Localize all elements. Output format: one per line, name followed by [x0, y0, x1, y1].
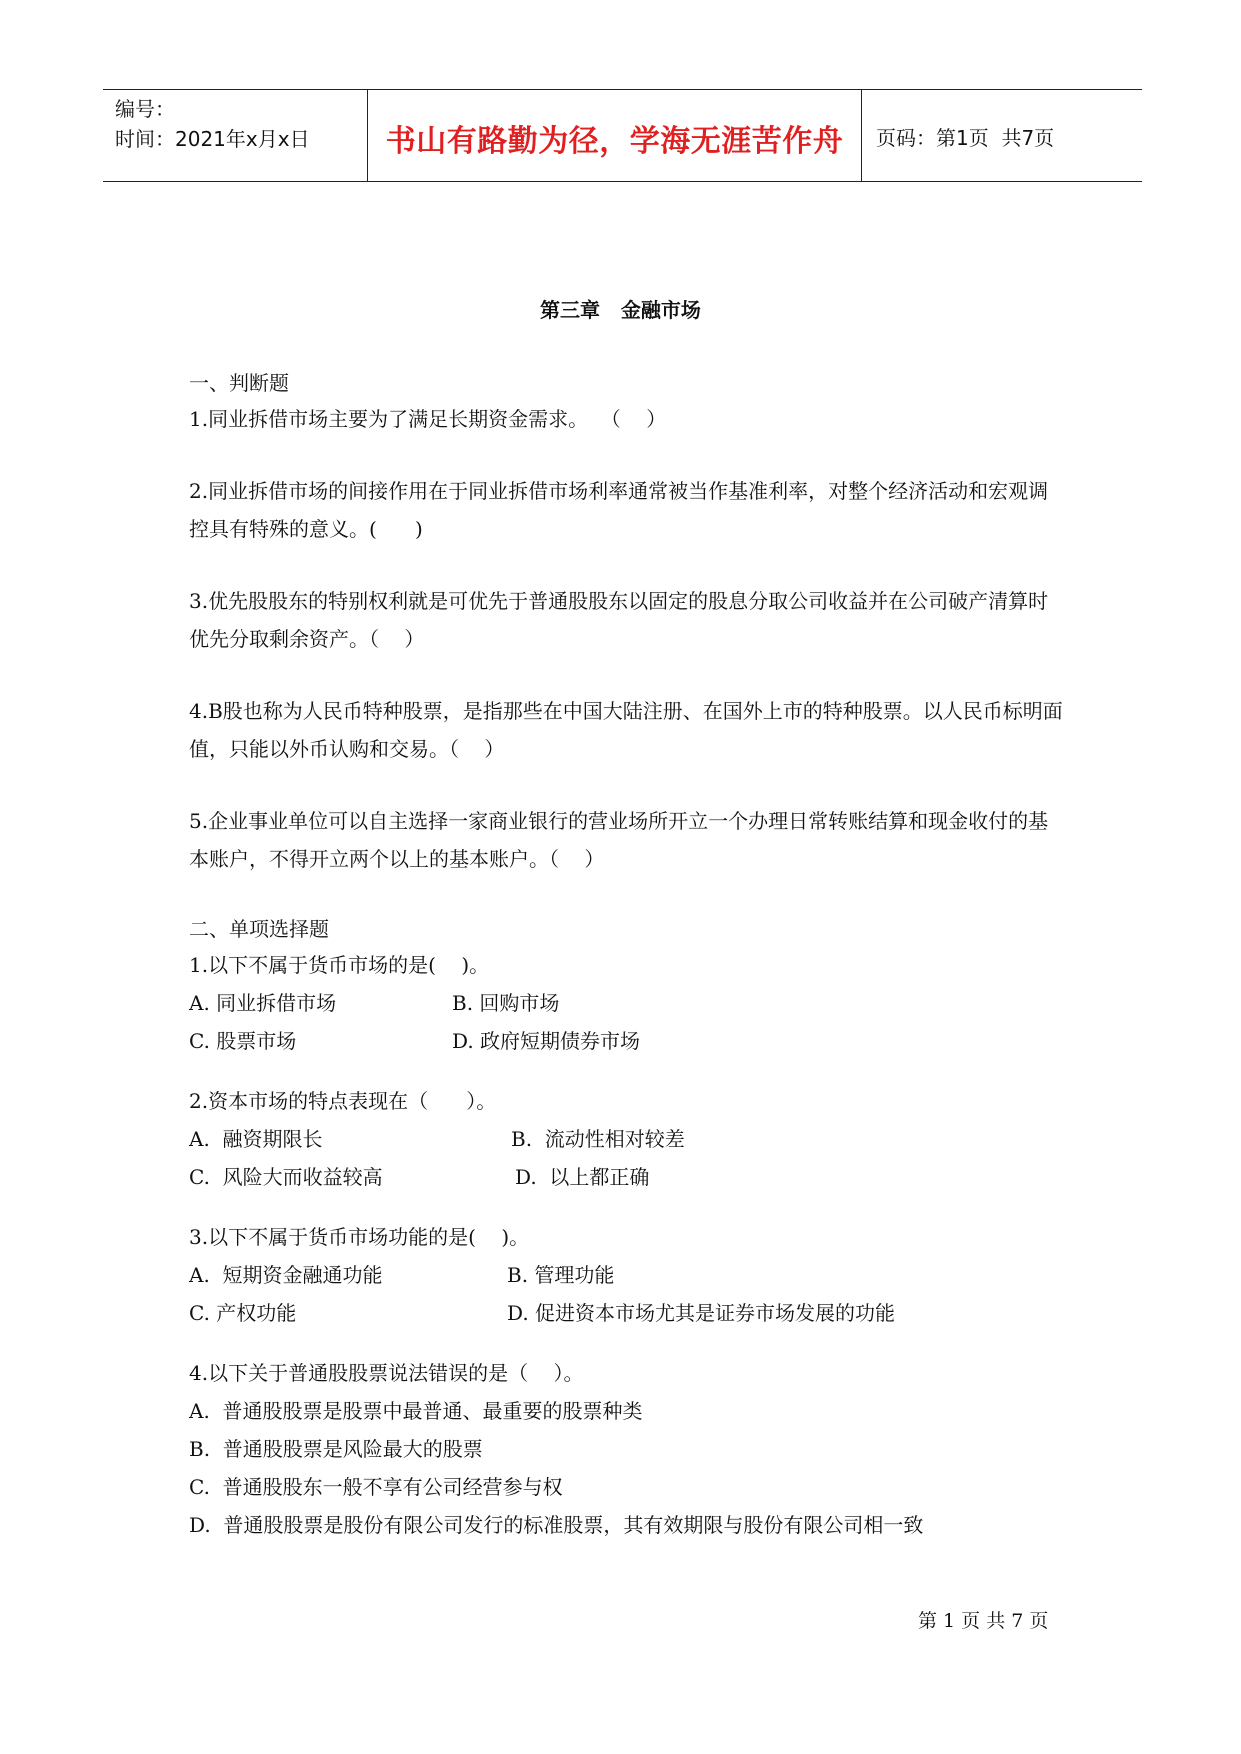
header-motto: 书山有路勤为径，学海无涯苦作舟	[368, 90, 862, 181]
tf-question-1: 1.同业拆借市场主要为了满足长期资金需求。 （ ）	[189, 407, 667, 431]
mc-q1-option-d: D. 政府短期债券市场	[452, 1029, 641, 1053]
mc-question-4-stem: 4.以下关于普通股股票说法错误的是（ ）。	[189, 1361, 584, 1385]
section-heading-true-false: 一、判断题	[189, 371, 289, 395]
document-body	[189, 366, 1064, 1544]
mc-question-3-options-row-1	[189, 1256, 1064, 1294]
mc-q2-option-d: D. 以上都正确	[515, 1165, 650, 1189]
section-heading-single-choice: 二、单项选择题	[189, 917, 329, 941]
mc-q3-option-a: A. 短期资金融通功能	[189, 1263, 383, 1287]
header-meta	[103, 90, 368, 181]
mc-q1-option-b: B. 回购市场	[452, 991, 560, 1015]
mc-question-1-options-row-1	[189, 984, 1064, 1022]
mc-q4-option-a: A. 普通股股票是股票中最普通、最重要的股票种类	[189, 1399, 643, 1423]
tf-question-2: 2.同业拆借市场的间接作用在于同业拆借市场利率通常被当作基准利率，对整个经济活动和宏观调控具有特殊的意义。( )	[189, 479, 1049, 541]
mc-q2-option-b: B. 流动性相对较差	[511, 1127, 685, 1151]
mc-q4-option-b: B. 普通股股票是风险最大的股票	[189, 1437, 483, 1461]
mc-q3-option-d: D. 促进资本市场尤其是证券市场发展的功能	[507, 1301, 896, 1325]
mc-question-3-options-row-2	[189, 1294, 1064, 1332]
header-page-info-text: 页码：第1页 共7页	[876, 126, 1055, 150]
chapter-title	[0, 294, 1241, 323]
mc-question-1-options-row-2	[189, 1022, 1064, 1060]
tf-question-4: 4.B股也称为人民币特种股票，是指那些在中国大陆注册、在国外上市的特种股票。以人民币标明面值，只能以外币认购和交易。（ ）	[189, 699, 1063, 761]
document-time-label: 时间：2021年x月x日	[115, 127, 310, 151]
chapter-title-text: 第三章 金融市场	[540, 298, 701, 322]
tf-question-3: 3.优先股股东的特别权利就是可优先于普通股股东以固定的股息分取公司收益并在公司破产清算时优先分取剩余资产。（ ）	[189, 589, 1049, 651]
mc-question-2-stem: 2.资本市场的特点表现在（ ）。	[189, 1089, 497, 1113]
mc-q1-option-a: A. 同业拆借市场	[189, 991, 337, 1015]
header-page-info	[862, 90, 1142, 181]
mc-question-3-stem: 3.以下不属于货币市场功能的是( )。	[189, 1225, 530, 1249]
mc-q2-option-a: A. 融资期限长	[189, 1127, 323, 1151]
mc-question-2-options-row-2	[189, 1158, 1064, 1196]
mc-q4-option-d: D. 普通股股票是股份有限公司发行的标准股票，其有效期限与股份有限公司相一致	[189, 1513, 924, 1537]
mc-q1-option-c: C. 股票市场	[189, 1029, 297, 1053]
mc-question-2-options-row-1	[189, 1120, 1064, 1158]
document-number-label: 编号：	[115, 97, 175, 121]
mc-q2-option-c: C. 风险大而收益较高	[189, 1165, 383, 1189]
mc-q4-option-c: C. 普通股股东一般不享有公司经营参与权	[189, 1475, 563, 1499]
mc-q3-option-b: B. 管理功能	[507, 1263, 615, 1287]
tf-question-5: 5.企业事业单位可以自主选择一家商业银行的营业场所开立一个办理日常转账结算和现金收付的基本账户，不得开立两个以上的基本账户。（ ）	[189, 809, 1049, 871]
mc-question-1-stem: 1.以下不属于货币市场的是( )。	[189, 953, 490, 977]
page-footer: 第 1 页 共 7 页	[918, 1610, 1049, 1632]
page-header	[103, 89, 1142, 182]
mc-q3-option-c: C. 产权功能	[189, 1301, 297, 1325]
